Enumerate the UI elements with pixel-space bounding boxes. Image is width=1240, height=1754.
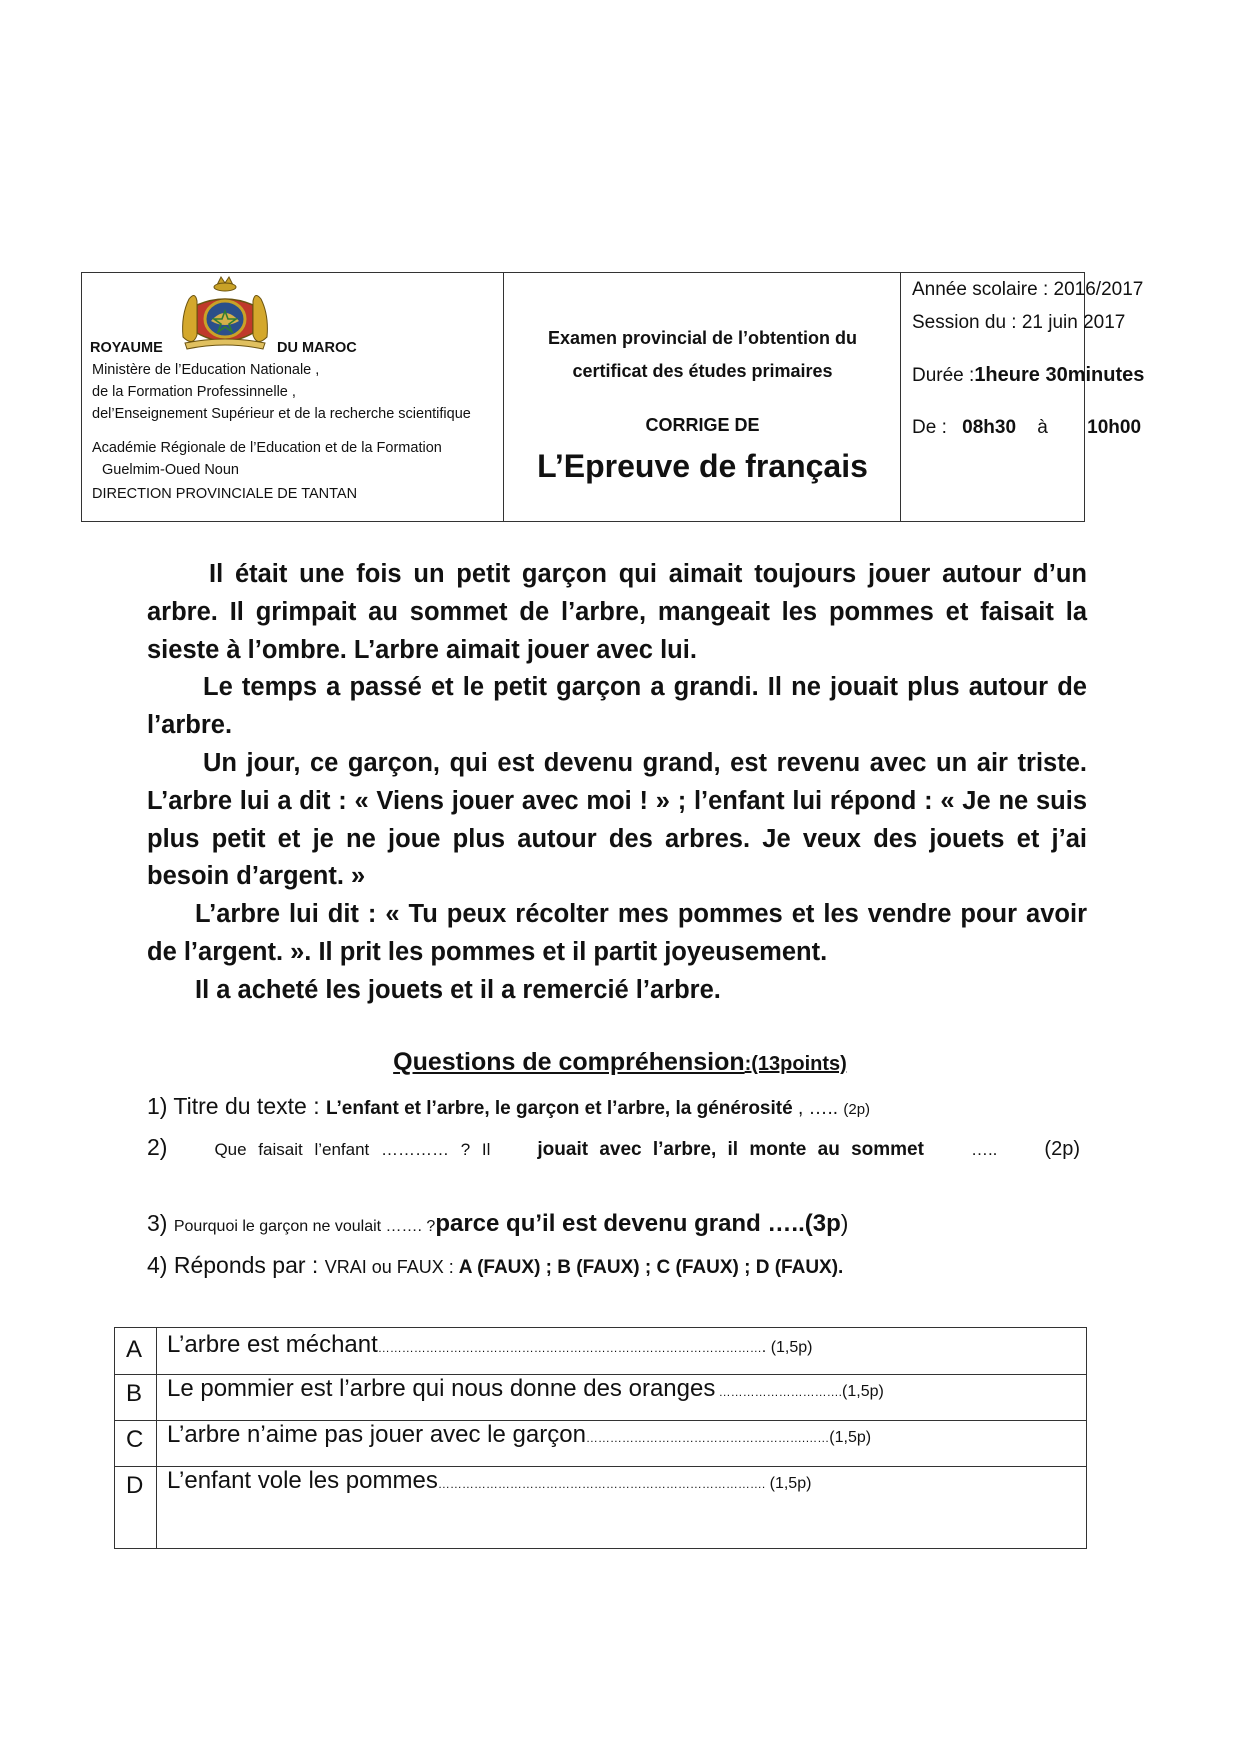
- questions-heading: [0, 1048, 1240, 1077]
- header-divider: [503, 273, 504, 521]
- ministry-line: de la Formation Professinnelle ,: [92, 384, 296, 400]
- question-3-close: ): [840, 1210, 849, 1236]
- direction-line: DIRECTION PROVINCIALE DE TANTAN: [92, 486, 358, 502]
- exam-line-2: certificat des études primaires: [572, 361, 833, 381]
- exam-title: L’Epreuve de français: [537, 448, 868, 484]
- academy-line: Académie Régionale de l’Education et de la Formation: [92, 440, 442, 456]
- duration-label: Durée :: [912, 365, 975, 386]
- reading-text: [147, 556, 1087, 1010]
- paragraph: L’arbre lui dit : « Tu peux récolter mes pommes et les vendre pour avoir de l’argent. ». Il prit les pommes et il partit joyeusement.: [147, 900, 1087, 966]
- table-row: [115, 1466, 1086, 1550]
- statement-dots: ………………………….: [715, 1385, 843, 1399]
- school-year: Année scolaire : 2016/2017: [912, 279, 1144, 300]
- question-3: [147, 1210, 848, 1238]
- question-2-tail: …..: [970, 1140, 998, 1159]
- row-letter: D: [126, 1472, 144, 1499]
- question-3-answer: parce qu’il est devenu grand …..(3p: [435, 1210, 841, 1237]
- question-1: [147, 1093, 870, 1120]
- paragraph: Le temps a passé et le petit garçon a grandi. Il ne jouait plus autour de l’arbre.: [147, 673, 1087, 740]
- statement-text: Le pommier est l’arbre qui nous donne des oranges: [167, 1375, 716, 1402]
- row-letter: B: [126, 1380, 143, 1407]
- questions-heading-text: Questions de compréhension: [393, 1048, 745, 1076]
- row-statement: [167, 1467, 811, 1495]
- statement-dots: ……………………………………………….……: [585, 1431, 830, 1445]
- question-1-label: 1) Titre du texte :: [147, 1093, 326, 1119]
- statement-points: (1,5p): [829, 1429, 872, 1446]
- statement-dots: ……………………………………………………………………….: [437, 1477, 766, 1491]
- question-2-text: Que faisait l’enfant ………… ? Il: [214, 1140, 491, 1159]
- statement-dots: ……………………………………………………………………………………: [377, 1341, 762, 1355]
- question-1-points: (2p): [843, 1101, 871, 1118]
- statement-text: L’arbre est méchant: [167, 1331, 378, 1358]
- questions-heading-points: :(13points): [744, 1053, 847, 1075]
- time-separator: à: [1037, 417, 1048, 438]
- question-4: [147, 1252, 843, 1279]
- statement-text: L’arbre n’aime pas jouer avec le garçon: [167, 1421, 586, 1448]
- question-4-answer: A (FAUX) ; B (FAUX) ; C (FAUX) ; D (FAUX).: [458, 1257, 844, 1278]
- row-statement: [167, 1331, 812, 1359]
- question-3-number: 3): [147, 1210, 174, 1236]
- duration-value: 1heure 30minutes: [974, 364, 1145, 386]
- question-4-text: VRAI ou FAUX :: [324, 1257, 459, 1277]
- start-time: 08h30: [962, 417, 1017, 438]
- row-statement: [167, 1375, 884, 1403]
- table-row: [115, 1420, 1086, 1467]
- table-row: [115, 1374, 1086, 1421]
- duration: [912, 360, 1144, 391]
- time-label: De :: [912, 417, 947, 438]
- paragraph: Il était une fois un petit garçon qui aimait toujours jouer autour d’un arbre. Il grimpait au sommet de l’arbre, mangeait les pommes et faisait la sieste à l’ombre. L’arbre aimait jouer avec lui.: [147, 560, 1087, 664]
- statement-text: L’enfant vole les pommes: [167, 1467, 438, 1494]
- header-divider: [900, 273, 901, 521]
- corrige-label: CORRIGE DE: [645, 415, 760, 435]
- question-2-answer: jouait avec l’arbre, il monte au sommet: [537, 1139, 924, 1160]
- row-letter: A: [126, 1336, 143, 1363]
- statement-points: . (1,5p): [761, 1339, 813, 1356]
- end-time: 10h00: [1087, 417, 1142, 438]
- exam-line-1: Examen provincial de l’obtention du: [547, 328, 858, 348]
- statement-points: (1,5p): [765, 1475, 812, 1492]
- moroccan-coat-of-arms-logo: [177, 275, 273, 353]
- true-false-table: [114, 1327, 1087, 1549]
- row-letter: C: [126, 1426, 144, 1453]
- ministry-line: del’Enseignement Supérieur et de la recherche scientifique: [92, 406, 471, 422]
- row-statement: [167, 1421, 871, 1449]
- paragraph: Un jour, ce garçon, qui est devenu grand, est revenu avec un air triste. L’arbre lui a dit : « Viens jouer avec moi ! » ; l’enfant lui répond : « Je ne suis plus petit et je ne joue plus autour des arbres. Je veux des jouets et j’ai besoin d’argent. »: [147, 748, 1087, 891]
- du-maroc-label: DU MAROC: [277, 340, 357, 356]
- ministry-line: Ministère de l’Education Nationale ,: [92, 362, 320, 378]
- region-line: Guelmim-Oued Noun: [102, 462, 239, 478]
- session-date: Session du : 21 juin 2017: [912, 312, 1126, 333]
- statement-points: (1,5p): [842, 1383, 884, 1400]
- question-3-text: Pourquoi le garçon ne voulait ……. ?: [173, 1218, 436, 1235]
- question-1-answer: L’enfant et l’arbre, le garçon et l’arbre, la générosité: [325, 1098, 793, 1119]
- paragraph: Il a acheté les jouets et il a remercié l’arbre.: [195, 975, 721, 1004]
- question-1-tail: , …..: [792, 1098, 844, 1119]
- question-2-points: (2p): [1044, 1138, 1080, 1160]
- table-row: [115, 1328, 1086, 1375]
- question-2: [147, 1134, 1080, 1161]
- exam-header-table: [81, 272, 1145, 522]
- question-4-label: 4) Réponds par :: [147, 1252, 325, 1278]
- royaume-label: ROYAUME: [90, 340, 163, 356]
- time-range: [912, 413, 1141, 443]
- question-2-number: 2): [147, 1134, 168, 1160]
